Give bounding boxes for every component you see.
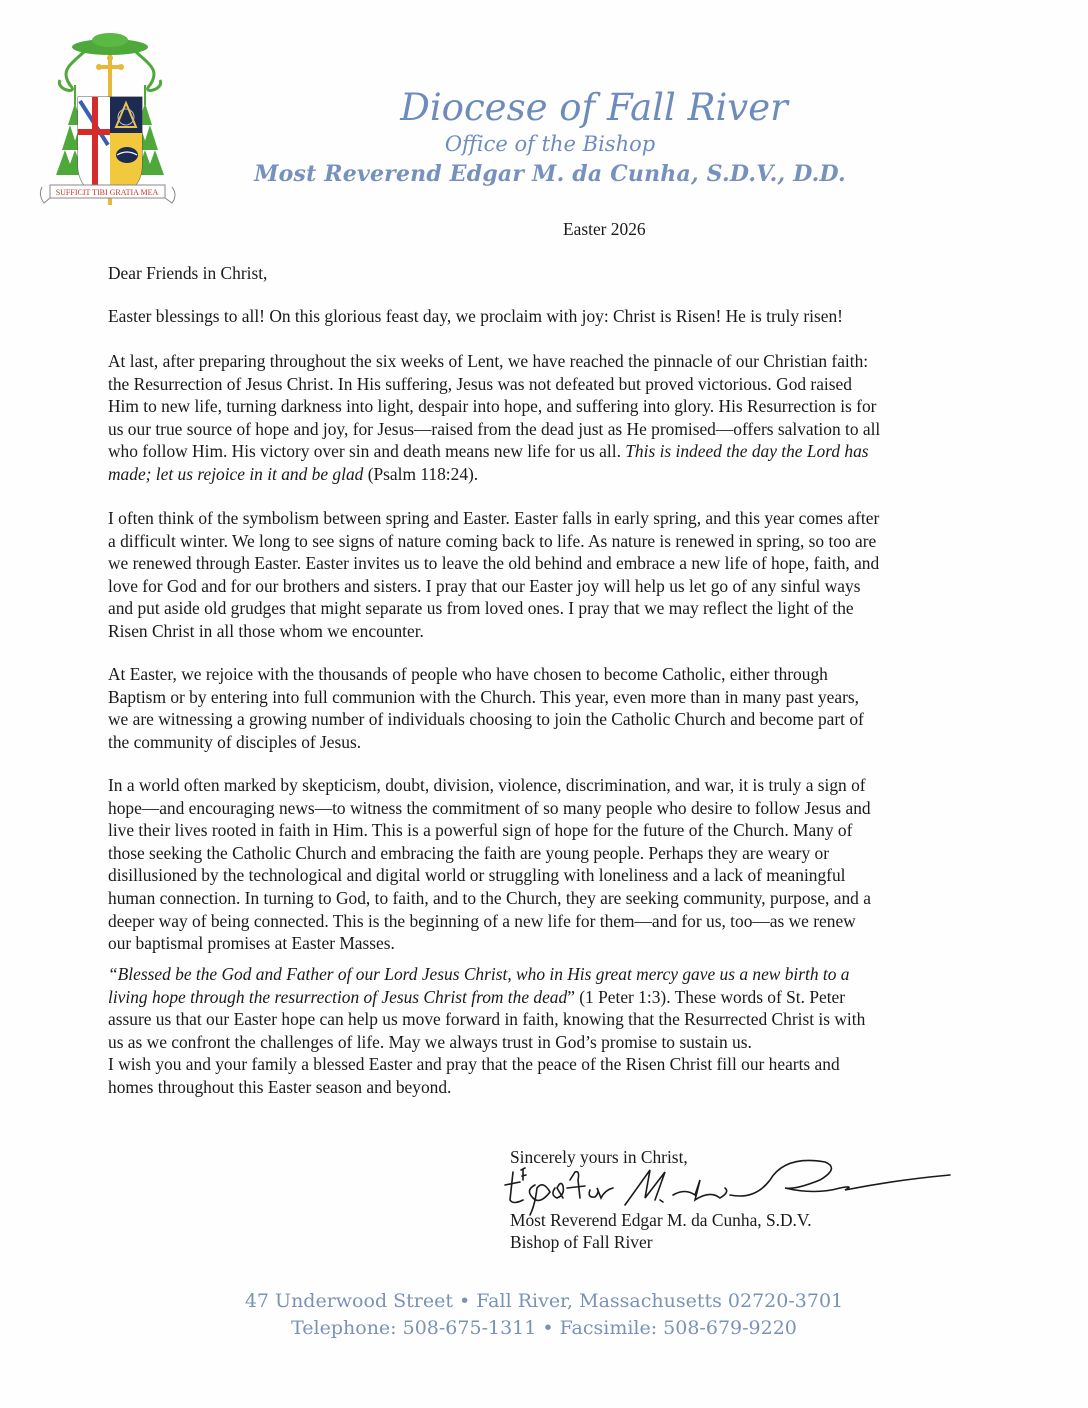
paragraph-line: we are witnessing a growing number of individuals choosing to join the Catholic Church and become part of [108,709,864,730]
paragraph-6 [108,963,988,1053]
bishop-name-header: Most Reverend Edgar M. da Cunha, S.D.V., D.D. [254,161,846,187]
diocese-title: Diocese of Fall River [400,86,788,129]
salutation: Dear Friends in Christ, [108,263,268,283]
paragraph-line: human connection. In turning to God, to faith, and to the Church, they are seeking community, purpose, and a [108,887,871,908]
paragraph-line: us our true source of hope and joy, for Jesus—raised from the dead just as He promised—offers salvation to all [108,418,881,439]
paragraph-text: who follow Him. His victory over sin and death means new life for us all. [108,441,626,462]
scripture-quote: living hope through the resurrection of Jesus Christ from the dead [108,986,568,1007]
paragraph-line: I wish you and your family a blessed Easter and pray that the peace of the Risen Christ fill our hearts and [108,1054,840,1074]
paragraph-4 [108,663,988,753]
paragraph-line: Risen Christ in all those whom we encounter. [108,620,424,641]
scripture-quote: “Blessed be the God and Father of our Lord Jesus Christ, who in His great mercy gave us a new birth to a [108,964,850,984]
paragraph-1 [108,305,988,328]
paragraph-line: Easter blessings to all! On this glorious feast day, we proclaim with joy: Christ is Risen! He is truly risen! [108,306,843,326]
paragraph-line: I often think of the symbolism between spring and Easter. Easter falls in early spring, and this year comes after [108,508,880,528]
paragraph-line: the community of disciples of Jesus. [108,731,362,752]
paragraph-line: assure us that our Easter hope can help us move forward in faith, knowing that the Resurrected Christ is with [108,1009,866,1030]
paragraph-line: At Easter, we rejoice with the thousands of people who have chosen to become Catholic, either through [108,664,828,684]
letter-date: Easter 2026 [563,219,646,239]
paragraph-line: disillusioned by the technological and digital world or struggling with loneliness and a lack of meaningful [108,865,846,886]
motto-text: SUFFICIT TIBI GRATIA MEA [55,188,159,197]
paragraph-line [108,986,988,1009]
paragraph-line: us as we confront the challenges of life. May we always trust in God’s promise to sustain us. [108,1031,752,1052]
paragraph-line: those seeking the Catholic Church and embracing the faith are young people. Perhaps they are weary or [108,842,829,863]
paragraph-5 [108,774,988,955]
paragraph-line: At last, after preparing throughout the six weeks of Lent, we have reached the pinnacle of our Christian faith: [108,351,869,371]
paragraph-line [108,463,988,486]
paragraph-7 [108,1053,988,1098]
psalm-quote: This is indeed the day the Lord has [625,441,869,462]
paragraph-line: In a world often marked by skepticism, doubt, division, violence, discrimination, and war, it is truly a sign of [108,775,866,795]
paragraph-2 [108,350,988,486]
paragraph-line: love for God and for our brothers and sisters. I pray that our Easter joy will help us let go of any sinful ways [108,575,861,596]
paragraph-line: hope—and encouraging news—to witness the commitment of so many people who desire to follow Jesus and [108,797,871,818]
office-subtitle: Office of the Bishop [444,132,656,156]
paragraph-line: our baptismal promises at Easter Masses. [108,933,395,954]
paragraph-line: we renewed through Easter. Easter invites us to leave the old behind and embrace a new life of hope, faith, and [108,553,880,574]
paragraph-line: and put aside old grudges that might separate us from loved ones. I pray that we may reflect the light of the [108,598,854,619]
paragraph-line: the Resurrection of Jesus Christ. In His suffering, Jesus was not defeated but proved victorious. God raised [108,373,852,394]
paragraph-3 [108,507,988,643]
paragraph-line: live their lives rooted in faith in Him. This is a powerful sign of hope for the future of the Church. Many of [108,820,853,841]
footer-contact: Telephone: 508-675-1311 • Facsimile: 508-679-9220 [291,1317,797,1339]
signer-name: Most Reverend Edgar M. da Cunha, S.D.V. [510,1210,812,1230]
psalm-quote: made; let us rejoice in it and be glad [108,463,364,484]
signer-title: Bishop of Fall River [510,1232,653,1252]
paragraph-line: homes throughout this Easter season and beyond. [108,1076,452,1097]
paragraph-line: Baptism or by entering into full communion with the Church. This year, even more than in many past years, [108,686,859,707]
closing: Sincerely yours in Christ, [510,1147,688,1167]
paragraph-line [108,440,988,463]
psalm-citation: (Psalm 118:24). [363,463,479,484]
paragraph-line: deeper way of being connected. This is the beginning of a new life for them—and for us, too—as we renew [108,910,856,931]
paragraph-line: Him to new life, turning darkness into light, despair into hope, and suffering into glory. His Resurrection is for [108,396,877,417]
paragraph-line: a difficult winter. We long to see signs of nature coming back to life. As nature is renewed in spring, so too are [108,530,877,551]
scripture-citation: ” (1 Peter 1:3). These words of St. Peter [567,986,846,1007]
paragraph-line [108,963,988,986]
footer-address: 47 Underwood Street • Fall River, Massachusetts 02720-3701 [244,1290,844,1312]
